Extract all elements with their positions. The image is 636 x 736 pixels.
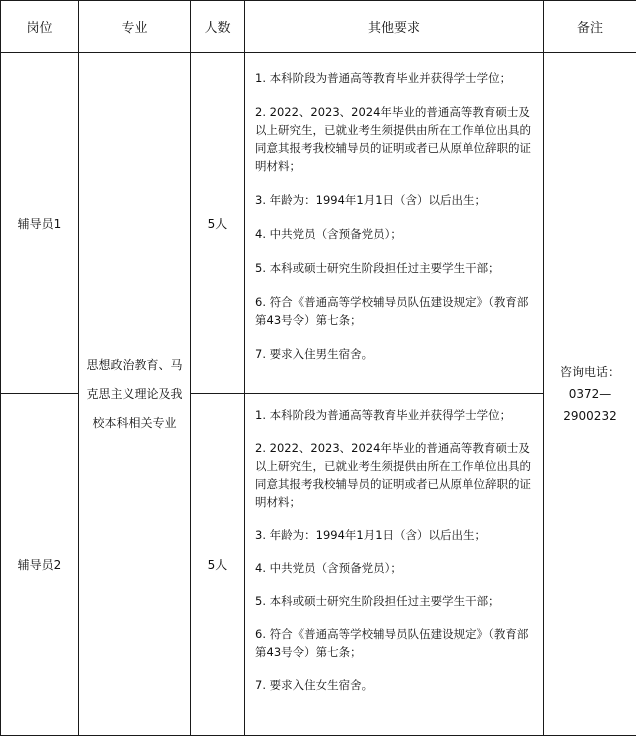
requirements-list (255, 53, 535, 363)
requirement-item: 1. 本科阶段为普通高等教育毕业并获得学士学位； (255, 69, 535, 87)
major-cell (79, 53, 191, 736)
requirement-item: 5. 本科或硕士研究生阶段担任过主要学生干部； (255, 259, 535, 277)
major-text: 思想政治教育、马克思主义理论及我校本科相关专业 (85, 350, 184, 438)
requirement-item: 7. 要求入住女生宿舍。 (255, 676, 535, 694)
requirement-item: 3. 年龄为：1994年1月1日（含）以后出生； (255, 526, 535, 544)
header-count: 人数 (191, 1, 245, 53)
count-cell: 5人 (191, 53, 245, 394)
header-requirements: 其他要求 (245, 1, 544, 53)
requirement-item: 3. 年龄为：1994年1月1日（含）以后出生； (255, 191, 535, 209)
requirement-item: 7. 要求入住男生宿舍。 (255, 345, 535, 363)
header-position: 岗位 (1, 1, 79, 53)
requirements-cell (245, 394, 544, 736)
requirement-item: 4. 中共党员（含预备党员）； (255, 559, 535, 577)
table-row (1, 53, 636, 394)
notes-cell (544, 53, 636, 736)
position-cell: 辅导员1 (1, 53, 79, 394)
requirement-item: 2. 2022、2023、2024年毕业的普通高等教育硕士及以上研究生，已就业考生须提供由所在工作单位出具的同意其报考我校辅导员的证明或者已从原单位辞职的证明材料； (255, 439, 535, 511)
requirements-list (255, 394, 535, 694)
table-body (1, 53, 636, 736)
requirement-item: 4. 中共党员（含预备党员）； (255, 225, 535, 243)
contact-phone: 咨询电话：0372—2900232 (552, 361, 628, 427)
table-header (1, 1, 636, 53)
requirement-item: 2. 2022、2023、2024年毕业的普通高等教育硕士及以上研究生，已就业考生须提供由所在工作单位出具的同意其报考我校辅导员的证明或者已从原单位辞职的证明材料； (255, 103, 535, 175)
requirement-item: 1. 本科阶段为普通高等教育毕业并获得学士学位； (255, 406, 535, 424)
requirement-item: 5. 本科或硕士研究生阶段担任过主要学生干部； (255, 592, 535, 610)
header-major: 专业 (79, 1, 191, 53)
requirement-item: 6. 符合《普通高等学校辅导员队伍建设规定》（教育部第43号令）第七条； (255, 625, 535, 661)
header-notes: 备注 (544, 1, 636, 53)
header-row (1, 1, 636, 53)
count-cell: 5人 (191, 394, 245, 736)
position-cell: 辅导员2 (1, 394, 79, 736)
requirements-cell (245, 53, 544, 394)
requirement-item: 6. 符合《普通高等学校辅导员队伍建设规定》（教育部第43号令）第七条； (255, 293, 535, 329)
